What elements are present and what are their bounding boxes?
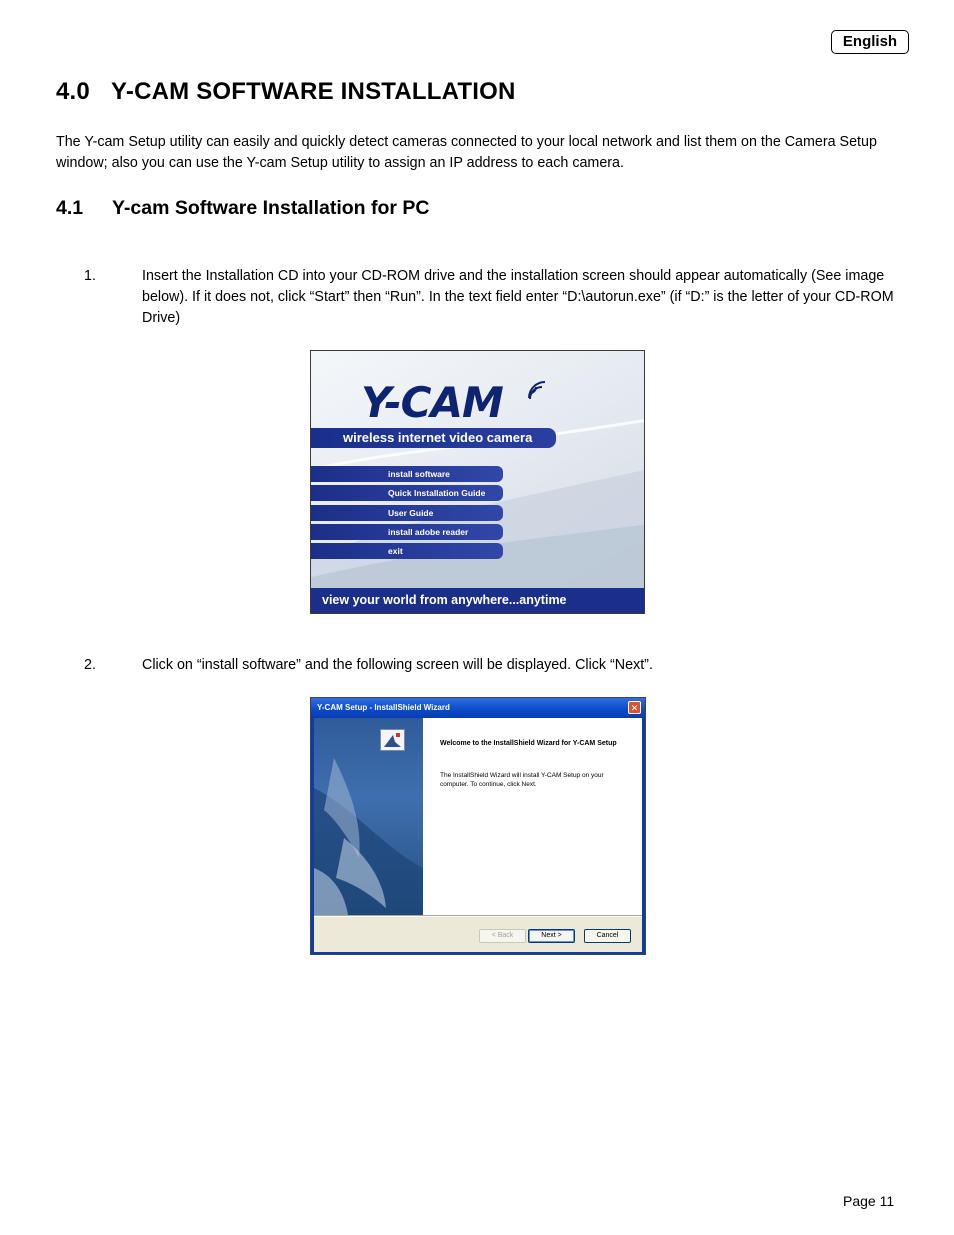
wizard-text: The InstallShield Wizard will install Y-CAM Setup on your computer. To continue, click Next. [440,772,604,788]
back-button[interactable]: < Back [479,929,526,943]
wizard-title-bar [311,698,645,718]
wireless-waves-icon [527,375,549,399]
intro-paragraph: The Y-cam Setup utility can easily and quickly detect cameras connected to your local network and list them on the Camera Setup window; also you can use the Y-cam Setup utility to assign an IP address to each camera. [56,134,877,171]
step-number: 1. [84,268,96,284]
close-icon[interactable]: ✕ [628,701,641,714]
wizard-heading: Welcome to the InstallShield Wizard for Y-CAM Setup [440,740,617,747]
menu-install-adobe-reader[interactable]: install adobe reader [311,524,503,540]
menu-quick-installation-guide[interactable]: Quick Installation Guide [311,485,503,501]
menu-user-guide[interactable]: User Guide [311,505,503,521]
page-number: Page 11 [843,1193,895,1209]
step-number: 2. [84,657,96,673]
slogan-bar: view your world from anywhere...anytime [311,588,644,613]
step-text: Click on “install software” and the following screen will be displayed. Click “Next”. [142,657,653,673]
subsection-number: 4.1 [56,197,84,219]
subsection-title-text: Y-cam Software Installation for PC [112,197,430,219]
installshield-screenshot [310,697,646,955]
wizard-content [423,718,642,915]
tagline-bar: wireless internet video camera [311,428,556,448]
menu-exit[interactable]: exit [311,543,503,559]
wizard-body [314,718,642,952]
sail-graphic [314,718,423,915]
language-badge: English [831,30,909,54]
section-number: 4.0 [56,78,90,105]
subsection-title [56,197,429,220]
wizard-title: Y-CAM Setup - InstallShield Wizard [317,703,450,712]
ycam-logo: Y-CAM [361,378,503,427]
section-title [56,78,515,106]
wizard-separator [314,915,642,917]
section-title-text: Y-CAM SOFTWARE INSTALLATION [111,78,516,105]
next-button[interactable]: Next > [528,929,575,943]
menu-install-software[interactable]: install software [311,466,503,482]
wizard-side-graphic [314,718,423,915]
installer-icon [380,729,405,751]
cancel-button[interactable]: Cancel [584,929,631,943]
autorun-screenshot [310,350,645,614]
step-text: Insert the Installation CD into your CD-ROM drive and the installation screen should appear automatically (See image below). If it does not, click “Start” then “Run”. In the text field enter “D:\autorun.exe” (if “D:” is the letter of your CD-ROM Drive) [142,268,894,326]
